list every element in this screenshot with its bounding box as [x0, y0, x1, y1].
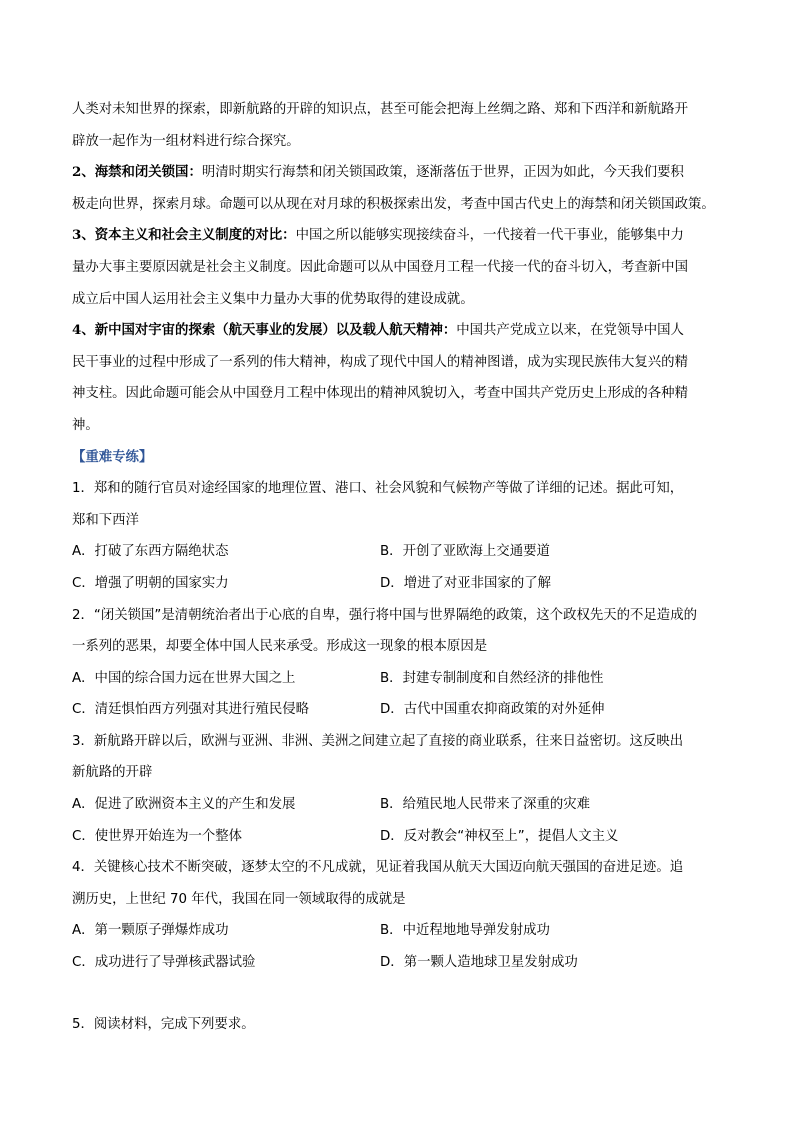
question-1: [72, 473, 728, 599]
point-text: 神支柱。因此命题可能会从中国登月工程中体现出的精神风貌切入，考查中国共产党历史上形成的各种精: [72, 386, 688, 402]
point-lead: 4、新中国对宇宙的探索（航天事业的发展）以及载人航天精神：: [72, 322, 457, 339]
document-body: [72, 94, 728, 1040]
option-d[interactable]: D．反对教会“神权至上”，提倡人文主义: [380, 828, 619, 844]
option-d[interactable]: D．第一颗人造地球卫星发射成功: [380, 955, 578, 971]
point-lead: 2、海禁和闭关锁国：: [72, 164, 202, 181]
question-stem: 1．郑和的随行官员对途经国家的地理位置、港口、社会风貌和气候物产等做了详细的记述。据此可知，: [72, 481, 684, 497]
option-b[interactable]: B．封建专制制度和自然经济的排他性: [380, 670, 604, 686]
option-b[interactable]: B．中近程地地导弹发射成功: [380, 923, 550, 939]
question-5: 5．阅读材料，完成下列要求。: [72, 1016, 255, 1032]
option-c[interactable]: C．成功进行了导弹核武器试验: [72, 955, 256, 971]
spacer: [72, 979, 728, 1009]
point-2: [72, 157, 728, 220]
point-text: 成立后中国人运用社会主义集中力量办大事的优势取得的建设成就。: [72, 291, 474, 307]
option-c[interactable]: C．使世界开始连为一个整体: [72, 828, 243, 844]
option-a[interactable]: A．打破了东西方隔绝状态: [72, 544, 229, 560]
section-heading: 【重难专练】: [72, 449, 153, 465]
question-2: [72, 600, 728, 726]
question-4: [72, 852, 728, 978]
question-stem: 3．新航路开辟以后，欧洲与亚洲、非洲、美洲之间建立起了直接的商业联系，往来日益密切。这反映出: [72, 733, 684, 749]
option-c[interactable]: C．清廷惧怕西方列强对其进行殖民侵略: [72, 702, 309, 718]
point-text: 神。: [72, 417, 99, 433]
option-d[interactable]: D．增进了对亚非国家的了解: [380, 575, 551, 591]
option-b[interactable]: B．给殖民地人民带来了深重的灾难: [380, 797, 591, 813]
point-lead: 3、资本主义和社会主义制度的对比：: [72, 227, 296, 244]
point-text: 中国共产党成立以来，在党领导中国人: [456, 323, 684, 339]
option-c[interactable]: C．增强了明朝的国家实力: [72, 575, 229, 591]
question-stem: 郑和下西洋: [72, 512, 139, 528]
intro-line: 人类对未知世界的探索，即新航路的开辟的知识点，甚至可能会把海上丝绸之路、郑和下西洋和新航路开: [72, 102, 688, 117]
question-stem: 4．关键核心技术不断突破，逐梦太空的不凡成就，见证着我国从航天大国迈向航天强国的奋进足迹。追: [72, 860, 684, 876]
point-4: [72, 315, 728, 441]
question-stem: 新航路的开辟: [72, 765, 153, 781]
point-text: 量办大事主要原因就是社会主义制度。因此命题可以从中国登月工程一代接一代的奋斗切入，考查新中国: [72, 259, 688, 275]
point-text: 明清时期实行海禁和闭关锁国政策，逐渐落伍于世界，正因为如此，今天我们要积: [201, 165, 684, 181]
question-stem: 2．“闭关锁国”是清朝统治者出于心底的自卑，强行将中国与世界隔绝的政策，这个政权先天的不足造成的: [72, 607, 697, 623]
intro-line: 辟放一起作为一组材料进行综合探究。: [72, 133, 300, 149]
question-stem: 溯历史，上世纪 70 年代，我国在同一领域取得的成就是: [72, 891, 406, 907]
point-3: [72, 220, 728, 315]
question-3: [72, 726, 728, 852]
option-a[interactable]: A．促进了欧洲资本主义的产生和发展: [72, 797, 296, 813]
option-a[interactable]: A．第一颗原子弹爆炸成功: [72, 923, 229, 939]
question-stem: 一系列的恶果，却要全体中国人民来承受。形成这一现象的根本原因是: [72, 639, 488, 655]
point-text: 中国之所以能够实现接续奋斗，一代接着一代干事业，能够集中力: [295, 228, 684, 244]
option-a[interactable]: A．中国的综合国力远在世界大国之上: [72, 670, 296, 686]
point-text: 极走向世界，探索月球。命题可以从现在对月球的积极探索出发，考查中国古代史上的海禁和闭关锁国政策。: [72, 196, 715, 212]
option-d[interactable]: D．古代中国重农抑商政策的对外延伸: [380, 702, 605, 718]
option-b[interactable]: B．开创了亚欧海上交通要道: [380, 544, 550, 560]
point-text: 民干事业的过程中形成了一系列的伟大精神，构成了现代中国人的精神图谱，成为实现民族伟大复兴的精: [72, 354, 688, 370]
